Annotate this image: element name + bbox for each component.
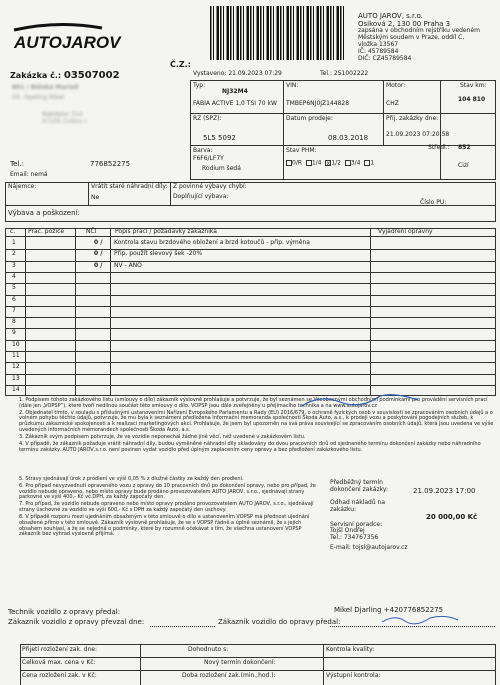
stav-km-value: 104 810 [458, 96, 486, 103]
order-number: 03507002 [63, 70, 120, 81]
col-header-position: Prac. pozice [28, 228, 65, 235]
cizi-label: Cizí [458, 162, 469, 169]
datum-value: 08.03.2018 [328, 134, 369, 142]
cislo-pu-label: Číslo PU: [420, 199, 447, 206]
customer-block [12, 85, 162, 126]
footer-dohodnuto: Dohodnuto s: [188, 646, 229, 653]
table-row-num: 11 [12, 352, 20, 359]
phm-option-2: 1/2 [331, 159, 341, 167]
vin-label: VIN: [286, 82, 299, 89]
term-6: 6. Pro případ nevyzvednutí opraveného vozu z opravy do 10 pracovních dnů po dokončení opravy, nebo pro případ, že vozidlo nebude opraveno, nebo místo opravy bude prodáno provozovatelem AUTO JAROV, s.r.o., sjednávají strany parkovné ve výši 400,- Kč vč.DPH, za každý započatý den. [19, 482, 316, 501]
term-7: 7. Pro případ, že vozidlo nebude opraveno nebo místo opravy prodáno provozovatelem AUTO JAROV, s.r.o., sjednávají strany úschovné za vozidlo ve výši 600,- Kč s DPH za každý započatý den úschovy. [19, 501, 314, 514]
received-label: Tel.: [320, 70, 332, 77]
vratit-label: Vrátit staré náhradní díly: [91, 183, 168, 190]
table-row-num: 4 [12, 272, 16, 280]
barva-code: F6F6/LF7Y [193, 155, 224, 162]
barva-label: Barva: [193, 147, 213, 154]
doplnujici-label: Doplňující výbava: [173, 193, 229, 200]
rz-label: RZ (SPZ): [193, 115, 222, 122]
customer-handed-label: Zákazník vozidlo do opravy předal: [218, 618, 341, 626]
stredisko-value: 852 [458, 144, 471, 151]
signature-scribble [300, 388, 420, 412]
advisor-email-label: E-mail: [330, 544, 351, 552]
table-row-divider [5, 317, 496, 318]
cz-label: Č.Z.: [170, 60, 191, 69]
term-3: 3. Zákazník svým podpisem potvrzuje, že ve vozidle neponechal žádné jiné věci, než uvedené v zakázkovém listu. [19, 433, 306, 440]
order-label: Zakázka č.: [10, 71, 62, 80]
rz-value: 5L5 5092 [203, 134, 236, 142]
table-row-divider [5, 362, 496, 363]
footer-doba: Doba rozložení zak.(min.,hod.): [182, 672, 276, 679]
terms-block-2 [10, 477, 320, 539]
footer-max-cena: Celková max. cena v Kč: [22, 659, 96, 666]
table-row-num: 3 [12, 261, 16, 269]
prijato-label: Přij. zakázky dne: [386, 115, 439, 122]
company-dic: DIČ: CZ45789584 [358, 54, 412, 62]
term-8: 8. V případě rozporu mezi ujednáním obsaženým v této smlouvě o dílo a ustanovením VOPSP má přednost ujednání obsažené přímo v této smlouvě. Zákazník výslovně prohlašuje, že se s VOPSP řádně a úplně seznámil, že s jejich obsahem souhlasí, a že se nejedná o podmínky, které by rozumně očekávat s tím, že všechna ustanovení VOPSP zákazník bez výhrad výslovně přijímá. [19, 514, 310, 538]
footer-cena-rozlozeni: Cena rozložení zak. v Kč: [22, 672, 97, 679]
table-row-divider [5, 261, 496, 262]
issued-line [193, 71, 368, 78]
table-row-divider [5, 249, 496, 250]
motor-label: Motor: [386, 82, 406, 89]
received-value: 251002222 [333, 70, 369, 77]
terms-block [10, 398, 496, 455]
advisor-name: Tojšl Ondřej [330, 527, 365, 535]
table-row-num: 10 [12, 340, 20, 348]
stav-km-label: Stav km: [460, 82, 487, 89]
col-header-nci: NČl [86, 228, 97, 235]
term-1: 1. Podpisem tohoto zakázkového listu (smlouvy o dílo) zákazník výslovně prohlašuje a potvrzuje, že byl seznámen se Všeobecnými obchodními podmínkami pro provádění servisních prací (dále jen „VOPSP“), které tvoří nedílnou součást této smlouvy o dílo. VOPSP jsou dále zveřejněny u přejímacího technika a na www.autojarov.cz [19, 397, 488, 409]
table-row-nci: 0 / [94, 239, 103, 246]
table-row-num: 14 [12, 385, 20, 393]
company-registry-3: vložka 13567 [358, 40, 399, 48]
advisor-tel: 734767356 [343, 534, 379, 542]
customer-tel-label: Tel.: [10, 160, 24, 168]
phm-option-1: 1/4 [311, 159, 322, 167]
najemce-label: Nájemce: [8, 183, 37, 190]
footer-prijeti: Přijetí rozložení zak. dne: [22, 646, 98, 653]
advisor-email: tojsl@autojarov.cz [352, 544, 408, 552]
table-row-num: 6 [12, 295, 16, 303]
prijato-value: 21.09.2023 07:20:58 [386, 131, 450, 138]
order-number-line [10, 70, 120, 82]
table-row-num: 9 [12, 329, 16, 337]
company-info [358, 12, 498, 63]
phm-options [286, 160, 374, 167]
typ-code: NJ32M4 [222, 88, 248, 95]
phm-label: Stav PHM: [286, 147, 317, 154]
table-row-description: Přip. použít slevový šek -20% [114, 250, 203, 258]
barva-name: Rodium šedá [202, 165, 241, 172]
barcode [210, 6, 345, 60]
datum-label: Datum prodeje: [286, 115, 333, 122]
table-row-divider [5, 385, 496, 386]
vratit-value: Ne [91, 194, 100, 201]
zavada-label: Z povinné výbavy chybí: [173, 183, 247, 190]
issued-value: 21.09.2023 07:29 [228, 70, 282, 77]
company-registry-1: zapsána v obchodním rejstříku vedeném [358, 27, 480, 35]
technician-label: Technik vozidlo z opravy předal: [8, 608, 121, 616]
vin-value: TMBEP6NJ0JZ144828 [286, 100, 350, 107]
table-row-num: 7 [12, 306, 16, 314]
col-header-response: Vyjádření opravny [378, 228, 433, 235]
table-row-divider [5, 306, 496, 307]
customer-signature-name: Mikel Djarling +420776852275 [334, 606, 444, 614]
email-label: Email: [10, 171, 29, 178]
summary-block [330, 480, 496, 552]
term-value: 21.09.2023 17:00 [413, 487, 476, 495]
customer-line-2: Oll. Opeling Mikel [12, 93, 65, 101]
company-logo [10, 22, 121, 54]
phm-option-0: 0/R [292, 159, 303, 167]
table-row-num: 8 [12, 318, 16, 326]
table-row-num: 5 [12, 284, 16, 292]
footer-vystupni: Výstupní kontrola: [326, 672, 381, 679]
col-header-description: Popis prací / požadavky zákazníka [115, 228, 217, 235]
poskozeni-label: Výbava a poškození: [8, 209, 80, 217]
table-row-nci: 0 / [94, 261, 103, 269]
advisor-label: Servisní poradce: [330, 520, 383, 528]
cost-label: Odhad nákladů na zakázku: [330, 498, 386, 513]
customer-signature-mark [380, 612, 460, 629]
table-row-num: 1 [12, 239, 16, 246]
table-row-divider [5, 340, 496, 341]
customer-line-4: 47105 Cvikov I [42, 117, 87, 125]
customer-email [10, 172, 48, 179]
table-row-description: NV - ANO [114, 261, 142, 269]
company-name: AUTO JAROV, s.r.o. [358, 12, 423, 20]
col-header-num: č. [10, 228, 16, 235]
table-row-num: 2 [12, 250, 16, 258]
table-row-divider [5, 374, 496, 375]
company-registry-2: Městským soudem v Praze, oddíl C, [358, 33, 465, 41]
table-row-nci: 0 / [94, 250, 103, 258]
table-row-divider [5, 351, 496, 352]
typ-label: Typ: [193, 82, 206, 89]
phm-option-3: 3/4 [350, 159, 361, 167]
table-row-divider [5, 272, 496, 273]
email-value: nemá [30, 171, 48, 178]
customer-tel-value: 776852275 [90, 160, 131, 168]
phm-checkbox-2-checked[interactable]: x [326, 160, 331, 167]
customer-line-1: 801 / Bělská Mariell [12, 84, 79, 91]
svg-text:AUTOJAROV: AUTOJAROV [14, 33, 121, 52]
footer-novy-termin: Nový termín dokončení: [204, 659, 276, 666]
term-2: 2. Objednatel tímto, v souladu s příslušnými ustanoveními Nařízení Evropského Parlamentu a Rady (EU) 2016/679, o ochraně fyzických osob v souvislosti se zpracováním osobních údajů a o volném pohybu těchto údajů, potvrzuje, že mu byla k seznámení předložena Informační memoranda společnosti Škoda Auto, a.s., k prodeji vozu a poskytování pogodejních služeb, k průzkumu zákaznické spokojenosti a k realizaci marketingových akcí. Prohlašuje, že jsem byl upozorněn na svá práva související se zpracováním osobních údajů, která jsou uvedena ve výše uvedených informačních memorandech společnosti Škoda Auto, a.s. [19, 409, 494, 433]
typ-desc: FABIA ACTIVE 1,0 TSI 70 kW [193, 100, 277, 107]
table-row-num: 13 [12, 374, 20, 382]
advisor-tel-label: Tel.: [330, 534, 342, 542]
table-row-description: Kontrola stavu brzdového obložení a brzd kotoučů - přip. výměna [114, 239, 310, 246]
term-5: 5. Stravy sjednávají úrok z prodlení ve výši 0,05 % z dlužné částky za každý den prodlení. [19, 476, 244, 482]
customer-line-3: Nabdalor 314 [42, 110, 83, 118]
work-table [5, 228, 496, 396]
term-label: Předběžný termín dokončení zakázky: [330, 479, 388, 493]
issued-label: Vystaveno: [193, 70, 227, 77]
cost-value: 20 000,00 Kč [426, 513, 478, 521]
stredisko-label: Středi.: [428, 144, 450, 151]
phm-option-4: 1 [370, 159, 375, 167]
table-row-divider [5, 328, 496, 329]
table-row-num: 12 [12, 363, 20, 371]
company-ic: IČ: 45789584 [358, 47, 399, 55]
footer-kontrola: Kontrola kvality: [326, 646, 375, 653]
table-row-divider [5, 295, 496, 296]
table-row-divider [5, 283, 496, 284]
motor-value: CHZ [386, 100, 399, 107]
term-4: 4. V případě, že zákazník požaduje vrátit náhradní díly, budou vyměněné náhradní díly skladovány do dvou pracovních dnů od sjednaného termínu dokončení zakázky nebo náhradního termínu zakázky. AUTO JAROV,s.r.o. není povinen vydat vozidlo před úplným zaplacením ceny opravy a bez předložení zakázkového listu. [19, 440, 481, 453]
customer-returned-label: Zákazník vozidlo z opravy převzal dne: [8, 618, 145, 626]
company-address: Osiková 2, 130 00 Praha 3 [358, 20, 451, 29]
